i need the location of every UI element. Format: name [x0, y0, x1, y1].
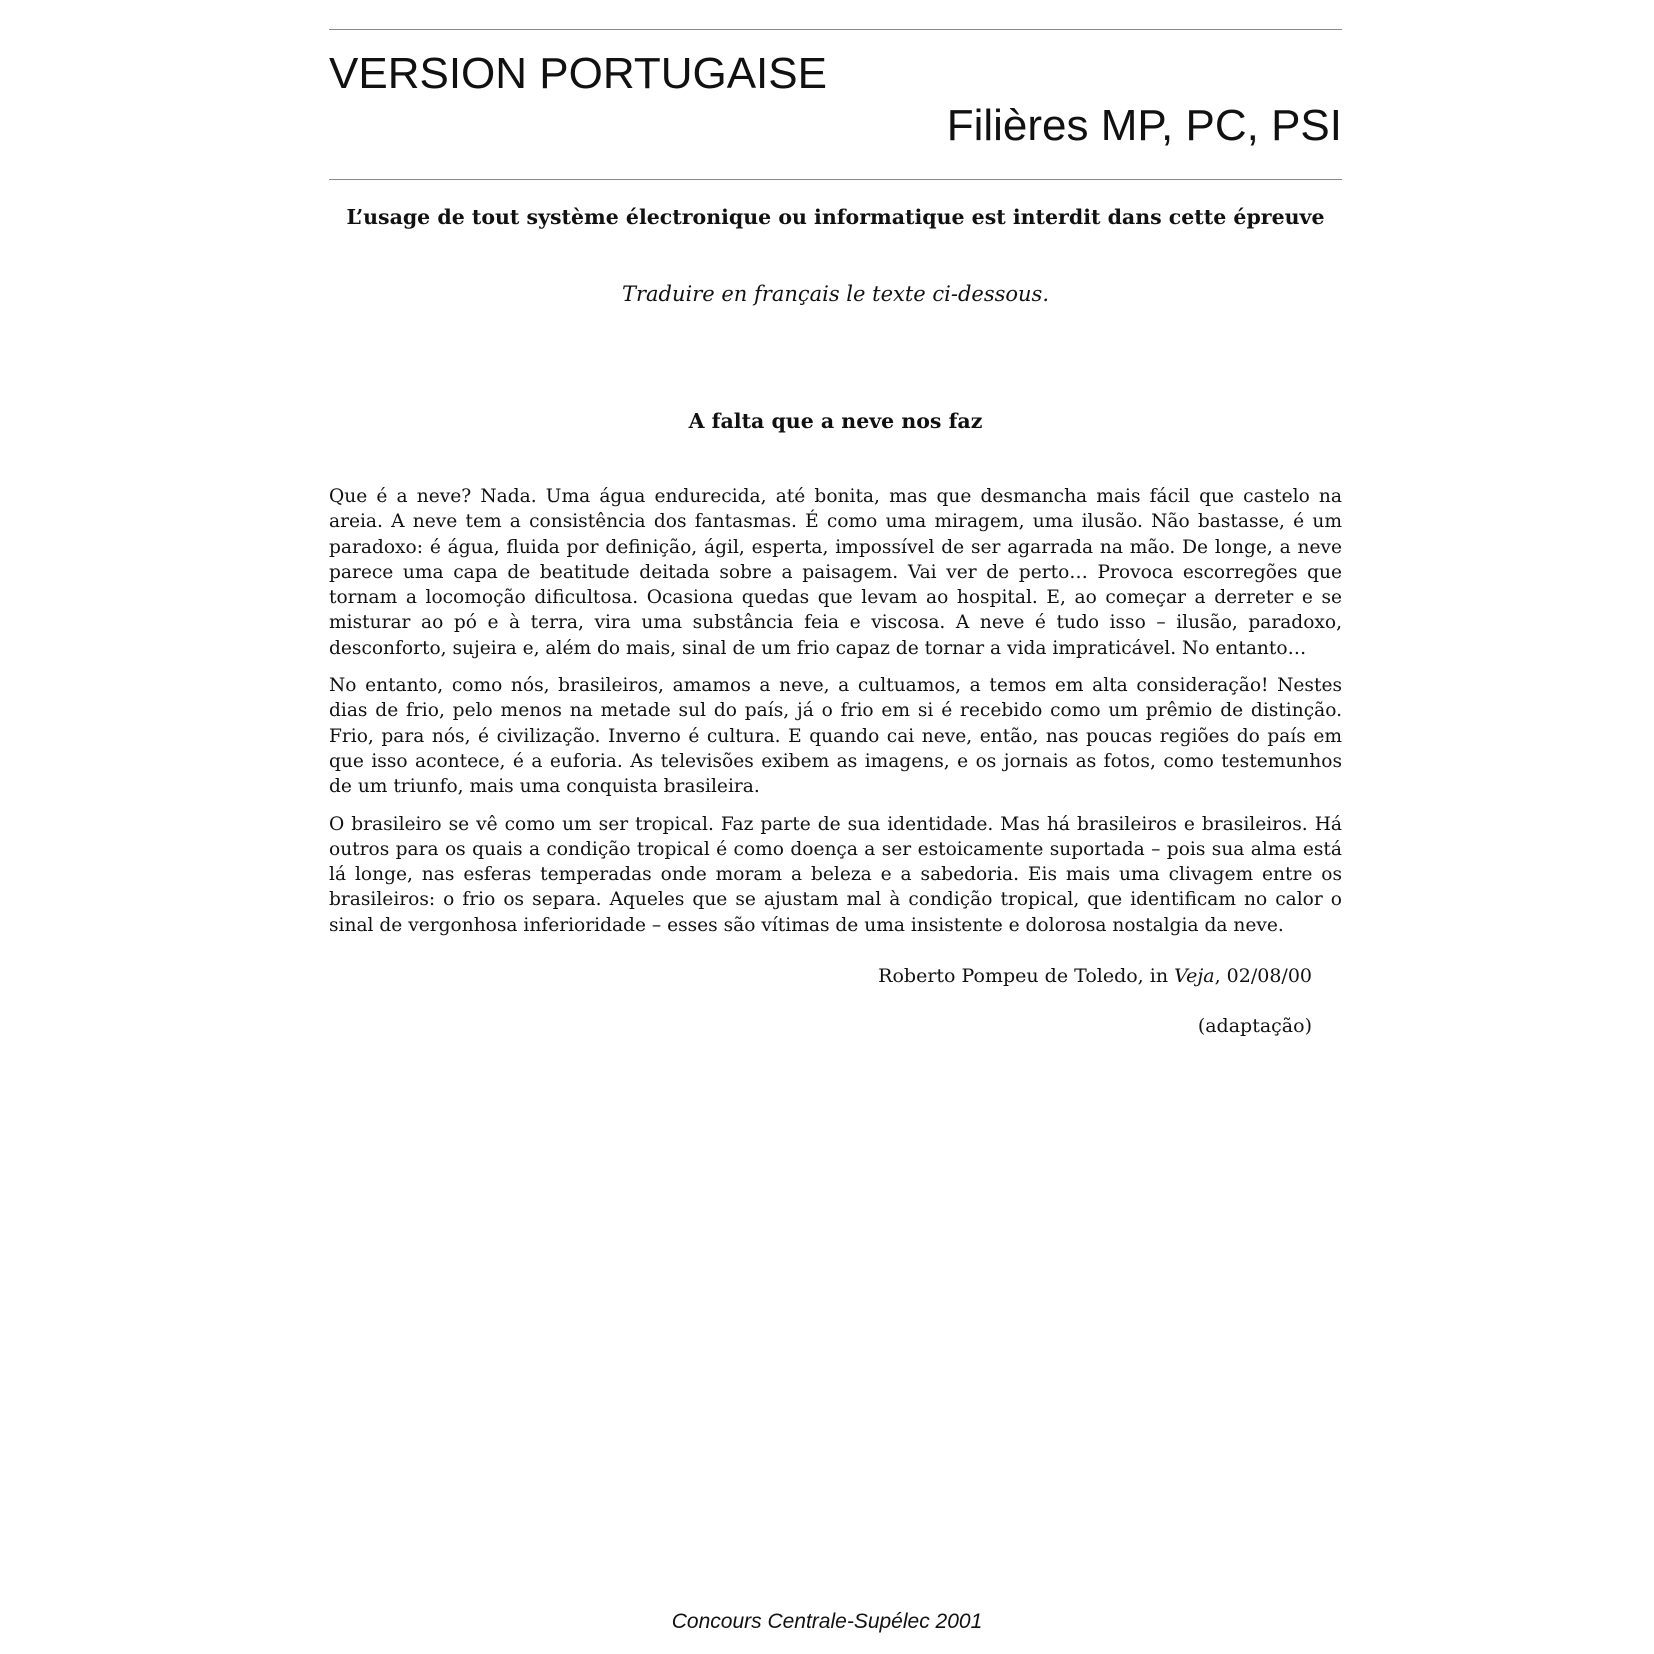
paragraph: [329, 484, 1342, 661]
text-line: brasileiros: o frio os separa. Aqueles que se ajustam mal à condição tropical, que identificam no calor o: [329, 889, 1342, 911]
header-bottom-rule: [329, 179, 1342, 180]
paragraph: [329, 812, 1342, 938]
publication-date: , 02/08/00: [1214, 965, 1312, 987]
electronics-notice: L’usage de tout système électronique ou informatique est interdit dans cette épreuve: [346, 205, 1325, 229]
text-line: tornam a locomoção dificultosa. Ocasiona quedas que levam ao hospital. E, ao começar a derreter e se: [329, 587, 1342, 609]
text-line: sinal de vergonhosa inferioridade – esses são vítimas de uma insistente e dolorosa nostalgia da neve.: [329, 914, 1284, 936]
text-line: No entanto, como nós, brasileiros, amamos a neve, a cultuamos, a temos em alta consideração! Nestes: [329, 675, 1342, 697]
paragraph: [329, 673, 1342, 799]
text-line: parece uma capa de beatitude deitada sobre a paisagem. Vai ver de perto… Provoca escorregões que: [329, 561, 1342, 583]
text-line: misturar ao pó e à terra, vira uma substância feia e viscosa. A neve é tudo isso – ilusão, paradoxo,: [329, 612, 1342, 634]
article-title: A falta que a neve nos faz: [688, 409, 983, 433]
text-line: paradoxo: é água, fluida por definição, ágil, esperta, impossível de ser agarrada na mão. De longe, a neve: [329, 536, 1342, 558]
text-line: desconforto, sujeira e, além do mais, sinal de um frio capaz de tornar a vida impraticável. No entanto…: [329, 637, 1307, 659]
text-line: de um triunfo, mais uma conquista brasileira.: [329, 776, 760, 798]
text-line: Frio, para nós, é civilização. Inverno é cultura. E quando cai neve, então, nas poucas regiões do país em: [329, 725, 1342, 747]
page-footer: Concours Centrale-Supélec 2001: [671, 1610, 983, 1633]
adaptation-note: (adaptação): [1197, 1015, 1312, 1037]
author-name: Roberto Pompeu de Toledo, in: [878, 965, 1175, 987]
exam-subject-title: VERSION PORTUGAISE: [329, 49, 827, 98]
text-line: que isso acontece, é a euforia. As televisões exibem as imagens, e os jornais as fotos, como testemunhos: [329, 750, 1342, 772]
text-line: outros para os quais a condição tropical é como doença a ser estoicamente suportada – pois sua alma está: [329, 838, 1342, 860]
exam-streams-title: Filières MP, PC, PSI: [946, 101, 1342, 150]
text-line: dias de frio, pelo menos na metade sul do país, já o frio em si é recebido como um prêmio de distinção.: [329, 700, 1342, 722]
article-attribution: [878, 962, 1312, 990]
header-top-rule: [329, 29, 1342, 30]
text-line: O brasileiro se vê como um ser tropical. Faz parte de sua identidade. Mas há brasileiros e brasileiros. Há: [329, 813, 1342, 835]
text-line: areia. A neve tem a consistência dos fantasmas. É como uma miragem, uma ilusão. Não bastasse, é um: [329, 511, 1342, 533]
translation-instruction: Traduire en français le texte ci-dessous.: [621, 282, 1049, 306]
article-body: [329, 484, 1342, 950]
text-line: Que é a neve? Nada. Uma água endurecida, até bonita, mas que desmancha mais fácil que castelo na: [329, 486, 1342, 507]
publication-name: Veja: [1174, 965, 1215, 987]
text-line: lá longe, nas esferas temperadas onde moram a beleza e a sabedoria. Eis mais uma clivagem entre os: [329, 864, 1342, 886]
